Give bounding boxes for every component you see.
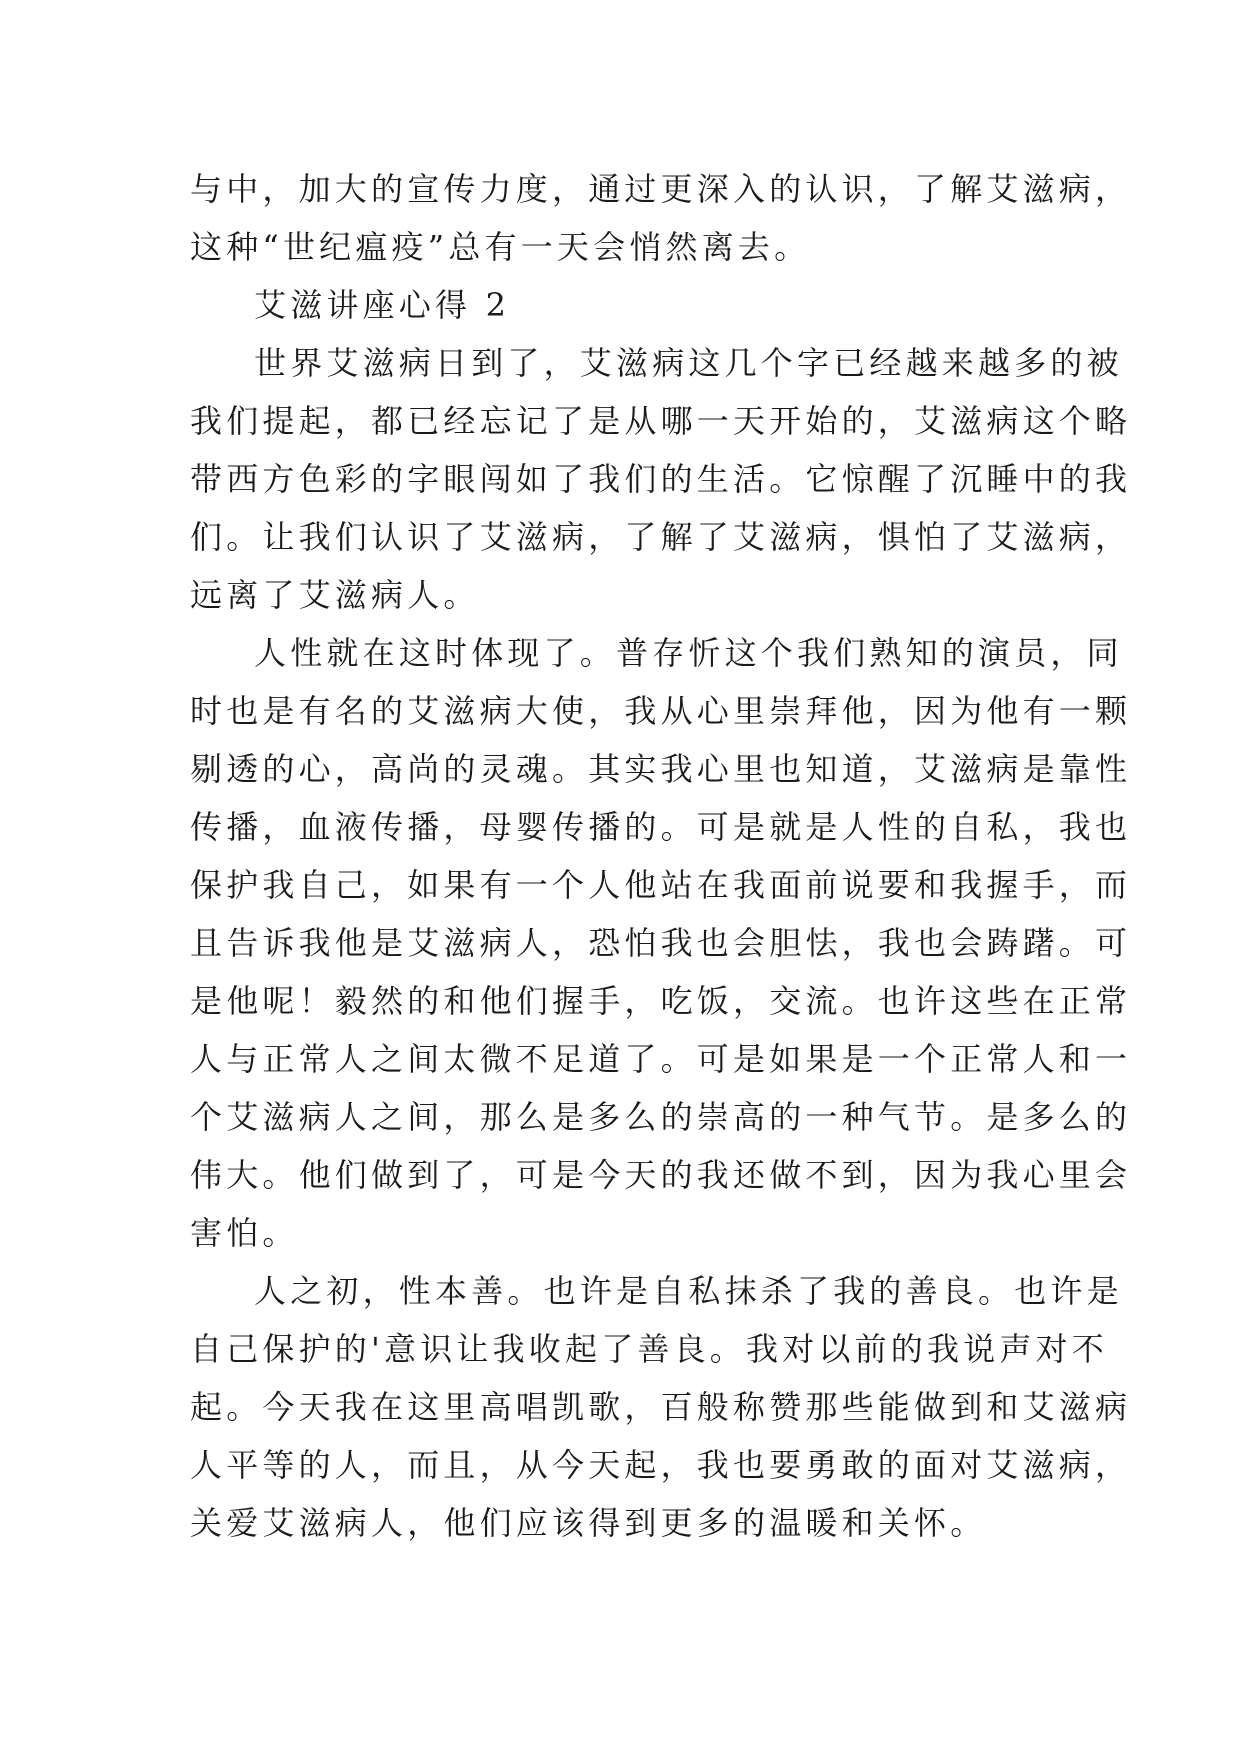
text-line: 关爱艾滋病人，他们应该得到更多的温暖和关怀。 xyxy=(190,1504,987,1542)
text-line: 们。让我们认识了艾滋病，了解了艾滋病，惧怕了艾滋病， xyxy=(190,518,1132,556)
paragraph-first-line: 人性就在这时体现了。普存忻这个我们熟知的演员，同 xyxy=(254,634,1123,672)
text-line: 伟大。他们做到了，可是今天的我还做不到，因为我心里会 xyxy=(190,1156,1132,1194)
text-line: 传播，血液传播，母婴传播的。可是就是人性的自私，我也 xyxy=(190,808,1132,846)
document-body xyxy=(190,160,1132,1552)
text-line: 我们提起，都已经忘记了是从哪一天开始的，艾滋病这个略 xyxy=(190,402,1132,440)
paragraph-first-line: 人之初，性本善。也许是自私抹杀了我的善良。也许是 xyxy=(254,1272,1123,1310)
text-line: 远离了艾滋病人。 xyxy=(190,576,480,614)
text-line: 是他呢！毅然的和他们握手，吃饭，交流。也许这些在正常 xyxy=(190,982,1132,1020)
text-line: 剔透的心，高尚的灵魂。其实我心里也知道，艾滋病是靠性 xyxy=(190,750,1132,788)
text-line: 与中，加大的宣传力度，通过更深入的认识，了解艾滋病， xyxy=(190,170,1132,208)
text-line: 时也是有名的艾滋病大使，我从心里崇拜他，因为他有一颗 xyxy=(190,692,1132,730)
paragraph-first-line: 世界艾滋病日到了，艾滋病这几个字已经越来越多的被 xyxy=(254,344,1123,382)
text-line: 保护我自己，如果有一个人他站在我面前说要和我握手，而 xyxy=(190,866,1132,904)
text-line: 人平等的人，而且，从今天起，我也要勇敢的面对艾滋病， xyxy=(190,1446,1132,1484)
text-line: 且告诉我他是艾滋病人，恐怕我也会胆怯，我也会踌躇。可 xyxy=(190,924,1132,962)
text-line: 自己保护的'意识让我收起了善良。我对以前的我说声对不 xyxy=(190,1330,1108,1368)
text-line: 带西方色彩的字眼闯如了我们的生活。它惊醒了沉睡中的我 xyxy=(190,460,1132,498)
text-line: 起。今天我在这里高唱凯歌，百般称赞那些能做到和艾滋病 xyxy=(190,1388,1132,1426)
text-line: 人与正常人之间太微不足道了。可是如果是一个正常人和一 xyxy=(190,1040,1132,1078)
text-line: 这种“世纪瘟疫”总有一天会悄然离去。 xyxy=(190,228,811,266)
text-line: 个艾滋病人之间，那么是多么的崇高的一种气节。是多么的 xyxy=(190,1098,1132,1136)
section-heading: 艾滋讲座心得 2 xyxy=(254,286,511,324)
text-line: 害怕。 xyxy=(190,1214,299,1252)
